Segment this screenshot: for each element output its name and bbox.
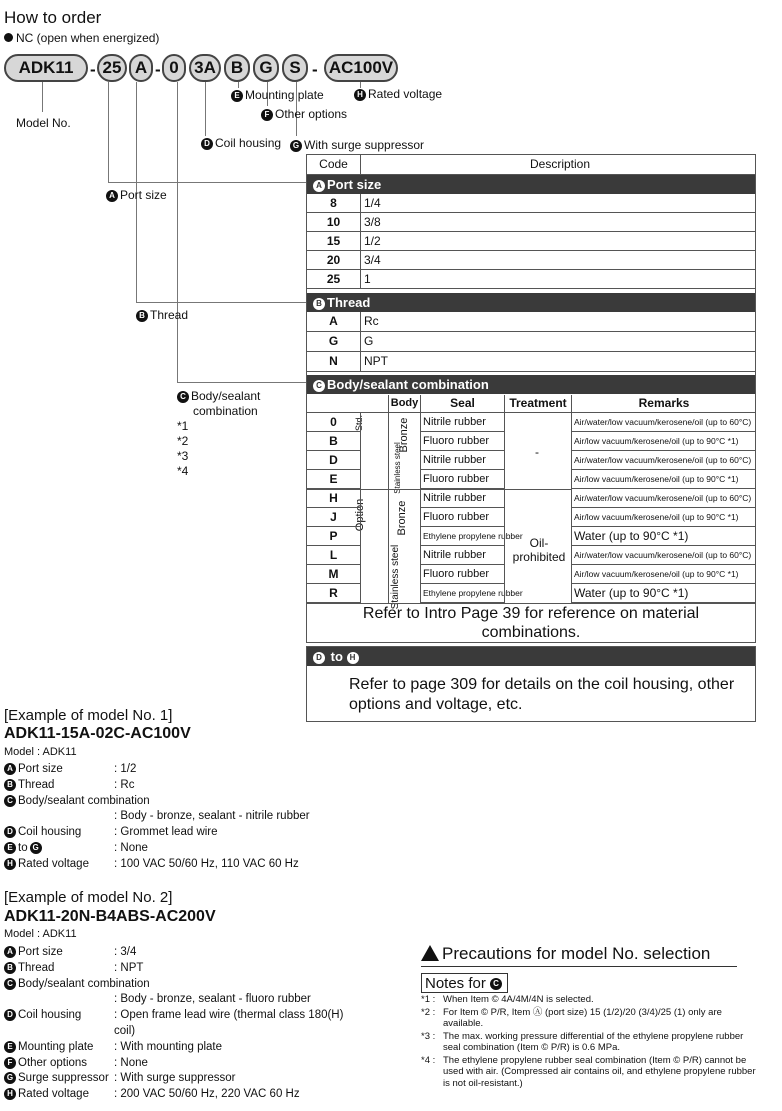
bullet-icon — [4, 33, 13, 42]
badge-f-icon: F — [261, 109, 273, 121]
example-row: B Thread : Rc — [0, 779, 380, 794]
table-row: B Fluoro rubber Air/low vacuum/kerosene/oil (up to 90°C *1) — [307, 432, 755, 451]
model-pill-options: G — [253, 54, 279, 82]
example-row: H Rated voltage : 200 VAC 50/60 Hz, 220 VAC 60 Hz — [0, 1088, 380, 1103]
table-row: E Fluoro rubber Air/low vacuum/kerosene/oil (up to 90°C *1) — [307, 470, 755, 489]
example1-model: ADK11-15A-02C-AC100V — [4, 725, 191, 742]
d-to-h-box — [306, 646, 756, 722]
model-pill-thread: A — [129, 54, 153, 82]
code-table — [306, 154, 756, 643]
bronze-label-2: Bronze — [396, 500, 408, 536]
notes-for-label: Notes for C — [421, 973, 508, 993]
dash: - — [312, 60, 318, 79]
nc-note-text: NC (open when energized) — [16, 31, 160, 45]
badge-icon: C — [4, 795, 16, 807]
model-pill-adk11: ADK11 — [4, 54, 88, 82]
example-row: : Body - bronze, sealant - nitrile rubber — [114, 810, 310, 823]
label-other-options: F Other options — [261, 107, 347, 121]
example-row: C Body/sealant combination — [0, 978, 380, 993]
table-row: 15 1/2 — [307, 232, 755, 251]
dash: - — [90, 60, 96, 79]
model-pill-mounting: B — [224, 54, 250, 82]
model-pill-body: 0 — [162, 54, 186, 82]
example-row: A Port size : 3/4 — [0, 946, 380, 961]
table-row: 25 1 — [307, 270, 755, 289]
label-rated-voltage: H Rated voltage — [354, 87, 442, 101]
std-label: Std. — [354, 415, 364, 432]
table-row: H Nitrile rubber Air/water/low vacuum/kerosene/oil (up to 60°C) — [307, 489, 755, 508]
badge-icon: E — [4, 1041, 16, 1053]
example1-heading: [Example of model No. 1] — [4, 707, 173, 724]
badge-icon: F — [4, 1057, 16, 1069]
badge-icon: C — [4, 978, 16, 990]
example-row: : Body - bronze, sealant - fluoro rubber — [114, 993, 311, 1006]
label-model-no: Model No. — [16, 116, 71, 130]
section-d-to-h: D to H — [307, 647, 755, 666]
example-row: B Thread : NPT — [0, 962, 380, 977]
badge-e-icon: E — [231, 90, 243, 102]
stainless-label-2: Stainless steel — [390, 544, 401, 610]
table-row: 0 Nitrile rubber Air/water/low vacuum/kerosene/oil (up to 60°C) — [307, 413, 755, 432]
material-ref-note: Refer to Intro Page 39 for reference on material combinations. — [362, 605, 700, 641]
model-pill-voltage: AC100V — [324, 54, 398, 82]
badge-icon: B — [4, 779, 16, 791]
precautions-title: Precautions for model No. selection — [421, 944, 737, 967]
option-label: Option — [354, 498, 366, 532]
example-row: D Coil housing : Grommet lead wire — [0, 826, 380, 841]
nc-note — [4, 31, 159, 45]
example-row: G Surge suppressor : With surge suppressor — [0, 1072, 380, 1087]
table-row: 10 3/8 — [307, 213, 755, 232]
badge-icon: A — [4, 763, 16, 775]
badge-icon: B — [4, 962, 16, 974]
badge-icon: H — [4, 1088, 16, 1100]
label-surge: G With surge suppressor — [290, 138, 424, 152]
example-row: D Coil housing : Open frame lead wire (thermal class 180(H) — [0, 1009, 380, 1024]
badge-g-icon: G — [290, 140, 302, 152]
label-coil-housing: D Coil housing — [201, 136, 281, 150]
table-row: P Ethylene propylene rubber Water (up to 90°C *1) — [307, 527, 755, 546]
badge-d-icon: D — [201, 138, 213, 150]
example1-model-line: Model : ADK11 — [4, 746, 77, 758]
bronze-label-1: Bronze — [398, 417, 410, 453]
model-pill-surge: S — [282, 54, 308, 82]
table-row: J Fluoro rubber Air/low vacuum/kerosene/oil (up to 90°C *1) — [307, 508, 755, 527]
d-to-h-note: Refer to page 309 for details on the coil housing, other options and voltage, etc. — [349, 676, 735, 713]
example-row: E to G : None — [0, 842, 380, 857]
example-row: H Rated voltage : 100 VAC 50/60 Hz, 110 VAC 60 Hz — [0, 858, 380, 873]
badge-b-icon: B — [136, 310, 148, 322]
example-row: F Other options : None — [0, 1057, 380, 1072]
example-row: A Port size : 1/2 — [0, 763, 380, 778]
badge-a-icon: A — [106, 190, 118, 202]
table-header: Code Description — [307, 155, 755, 175]
example2-model-line: Model : ADK11 — [4, 928, 77, 940]
section-port-size: A Port size — [307, 175, 755, 194]
badge-icon: D — [4, 1009, 16, 1021]
section-body-sealant: C Body/sealant combination — [307, 375, 755, 394]
table-row: D Nitrile rubber Air/water/low vacuum/kerosene/oil (up to 60°C) — [307, 451, 755, 470]
badge-c-icon: C — [177, 391, 189, 403]
note-item: *4 : The ethylene propylene rubber seal combination (Item © P/R) cannot be used with air. (Compressed air contains oil, and ethylene propylene rubber is not oil-resistant.) — [421, 1054, 756, 1089]
badge-icon: E — [4, 842, 16, 854]
label-port-size: A Port size — [106, 188, 167, 202]
body-col-header: Body Seal Treatment Remarks — [307, 395, 755, 413]
table-row: 20 3/4 — [307, 251, 755, 270]
table-row: R Ethylene propylene rubber Water (up to 90°C *1) — [307, 584, 755, 603]
table-row: 8 1/4 — [307, 194, 755, 213]
label-body-sealant: C Body/sealant combination *1 *2 *3 *4 — [177, 389, 261, 478]
badge-icon: G — [4, 1072, 16, 1084]
badge-icon: A — [4, 946, 16, 958]
table-row: A Rc — [307, 312, 755, 332]
model-pill-port: 25 — [97, 54, 127, 82]
table-row: L Nitrile rubber Air/water/low vacuum/kerosene/oil (up to 60°C) — [307, 546, 755, 565]
warning-icon — [421, 945, 439, 961]
treatment-oil-prohibited: Oil-prohibited — [512, 536, 566, 564]
page-title: How to order — [4, 8, 102, 27]
example2-heading: [Example of model No. 2] — [4, 889, 173, 906]
example-row: E Mounting plate : With mounting plate — [0, 1041, 380, 1056]
dash: - — [155, 60, 161, 79]
badge-icon: H — [4, 858, 16, 870]
label-thread: B Thread — [136, 308, 188, 322]
table-row: G G — [307, 332, 755, 352]
stainless-label-1: Stainless steel — [393, 442, 402, 494]
example-row: coil) — [114, 1025, 136, 1037]
example-row: C Body/sealant combination — [0, 795, 380, 810]
note-item: *1 : When Item © 4A/4M/4N is selected. — [421, 994, 594, 1005]
model-pill-coil: 3A — [189, 54, 221, 82]
badge-h-icon: H — [354, 89, 366, 101]
table-row: N NPT — [307, 352, 755, 372]
section-thread: B Thread — [307, 293, 755, 312]
note-item: *2 : For Item © P/R, Item Ⓐ (port size) 15 (1/2)/20 (3/4)/25 (1) only are available. — [421, 1006, 722, 1029]
table-row: M Fluoro rubber Air/low vacuum/kerosene/oil (up to 90°C *1) — [307, 565, 755, 584]
note-item: *3 : The max. working pressure differential of the ethylene propylene rubber seal combination (Item © P/R) is 0.6 MPa. — [421, 1030, 744, 1053]
example2-model: ADK11-20N-B4ABS-AC200V — [4, 908, 216, 925]
treatment-none: - — [535, 445, 539, 459]
badge-icon: D — [4, 826, 16, 838]
badge-icon: G — [30, 842, 42, 854]
label-mounting-plate: E Mounting plate — [231, 88, 324, 102]
